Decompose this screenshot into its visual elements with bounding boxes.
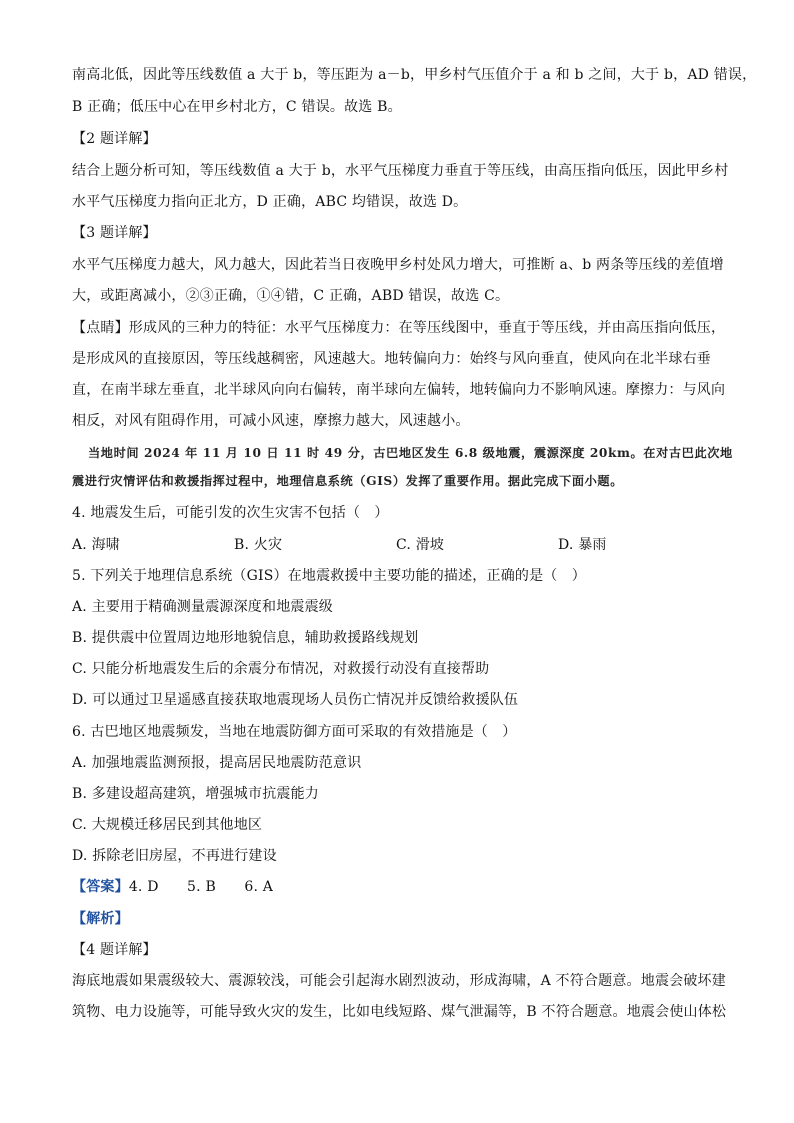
text-line: 海底地震如果震级较大、震源较浅，可能会引起海水剧烈波动，形成海啸，A 不符合题意。地震会破坏建: [72, 973, 726, 989]
option-a: A. 加强地震监测预报，提高居民地震防范意识: [72, 755, 362, 771]
text-line: 大，或距离减小，②③正确，①④错，C 正确，ABD 错误，故选 C。: [72, 288, 510, 304]
option-c: C. 只能分析地震发生后的余震分布情况，对救援行动没有直接帮助: [72, 661, 490, 677]
text-line: 筑物、电力设施等，可能导致火灾的发生，比如电线短路、煤气泄漏等，B 不符合题意。地震会使山体松: [72, 1004, 727, 1020]
text-line: 是形成风的直接原因，等压线越稠密，风速越大。地转偏向力：始终与风向垂直，使风向在北半球右垂: [72, 351, 711, 367]
section-heading: 【3 题详解】: [72, 225, 157, 241]
text-line: B 正确；低压中心在甲乡村北方，C 错误。故选 B。: [72, 99, 402, 115]
text-line: 【点睛】形成风的三种力的特征：水平气压梯度力：在等压线图中，垂直于等压线，并由高压指向低压，: [72, 320, 726, 336]
answer-label: 【答案】: [72, 879, 129, 895]
question-stem: 4. 地震发生后，可能引发的次生灾害不包括（ ）: [72, 505, 389, 521]
text-line: 水平气压梯度力越大，风力越大，因此若当日夜晚甲乡村处风力增大，可推断 a、b 两条等压线的差值增: [72, 257, 724, 273]
text-line: 南高北低，因此等压线数值 a 大于 b，等压距为 a－b，甲乡村气压值介于 a 和 b 之间，大于 b，AD 错误，: [72, 67, 757, 83]
question-stem: 5. 下列关于地理信息系统（GIS）在地震救援中主要功能的描述，正确的是（ ）: [72, 568, 586, 584]
passage-line: 当地时间 2024 年 11 月 10 日 11 时 49 分，古巴地区发生 6.8 级地震，震源深度 20km。在对古巴此次地: [88, 446, 733, 460]
option-d: D. 可以通过卫星遥感直接获取地震现场人员伤亡情况并反馈给救援队伍: [72, 692, 519, 708]
option-c: C. 大规模迁移居民到其他地区: [72, 817, 263, 833]
text-line: 水平气压梯度力指向正北方，D 正确，ABC 均错误，故选 D。: [72, 194, 468, 210]
analysis-label: 【解析】: [72, 911, 129, 927]
option-b: B. 提供震中位置周边地形地貌信息，辅助救援路线规划: [72, 630, 419, 646]
option-b: B. 火灾: [234, 537, 283, 553]
question-stem: 6. 古巴地区地震频发，当地在地震防御方面可采取的有效措施是（ ）: [72, 724, 517, 740]
section-heading: 【4 题详解】: [72, 942, 157, 958]
option-d: D. 拆除老旧房屋，不再进行建设: [72, 848, 277, 864]
answer-row: [72, 876, 722, 898]
option-b: B. 多建设超高建筑，增强城市抗震能力: [72, 786, 319, 802]
option-a: A. 主要用于精确测量震源深度和地震震级: [72, 599, 334, 615]
answer-values: 4. D 5. B 6. A: [128, 879, 274, 895]
passage-line: 震进行灾情评估和救援指挥过程中，地理信息系统（GIS）发挥了重要作用。据此完成下面小题。: [72, 474, 623, 488]
option-c: C. 滑坡: [396, 537, 445, 553]
text-line: 直，在南半球左垂直，北半球风向向右偏转，南半球向左偏转，地转偏向力不影响风速。摩擦力：与风向: [72, 382, 726, 398]
text-line: 相反，对风有阻碍作用，可减小风速，摩擦力越大，风速越小。: [72, 413, 470, 429]
option-d: D. 暴雨: [558, 537, 607, 553]
text-line: 结合上题分析可知，等压线数值 a 大于 b，水平气压梯度力垂直于等压线，由高压指向低压，因此甲乡村: [72, 163, 729, 179]
section-heading: 【2 题详解】: [72, 131, 157, 147]
option-a: A. 海啸: [72, 537, 121, 553]
